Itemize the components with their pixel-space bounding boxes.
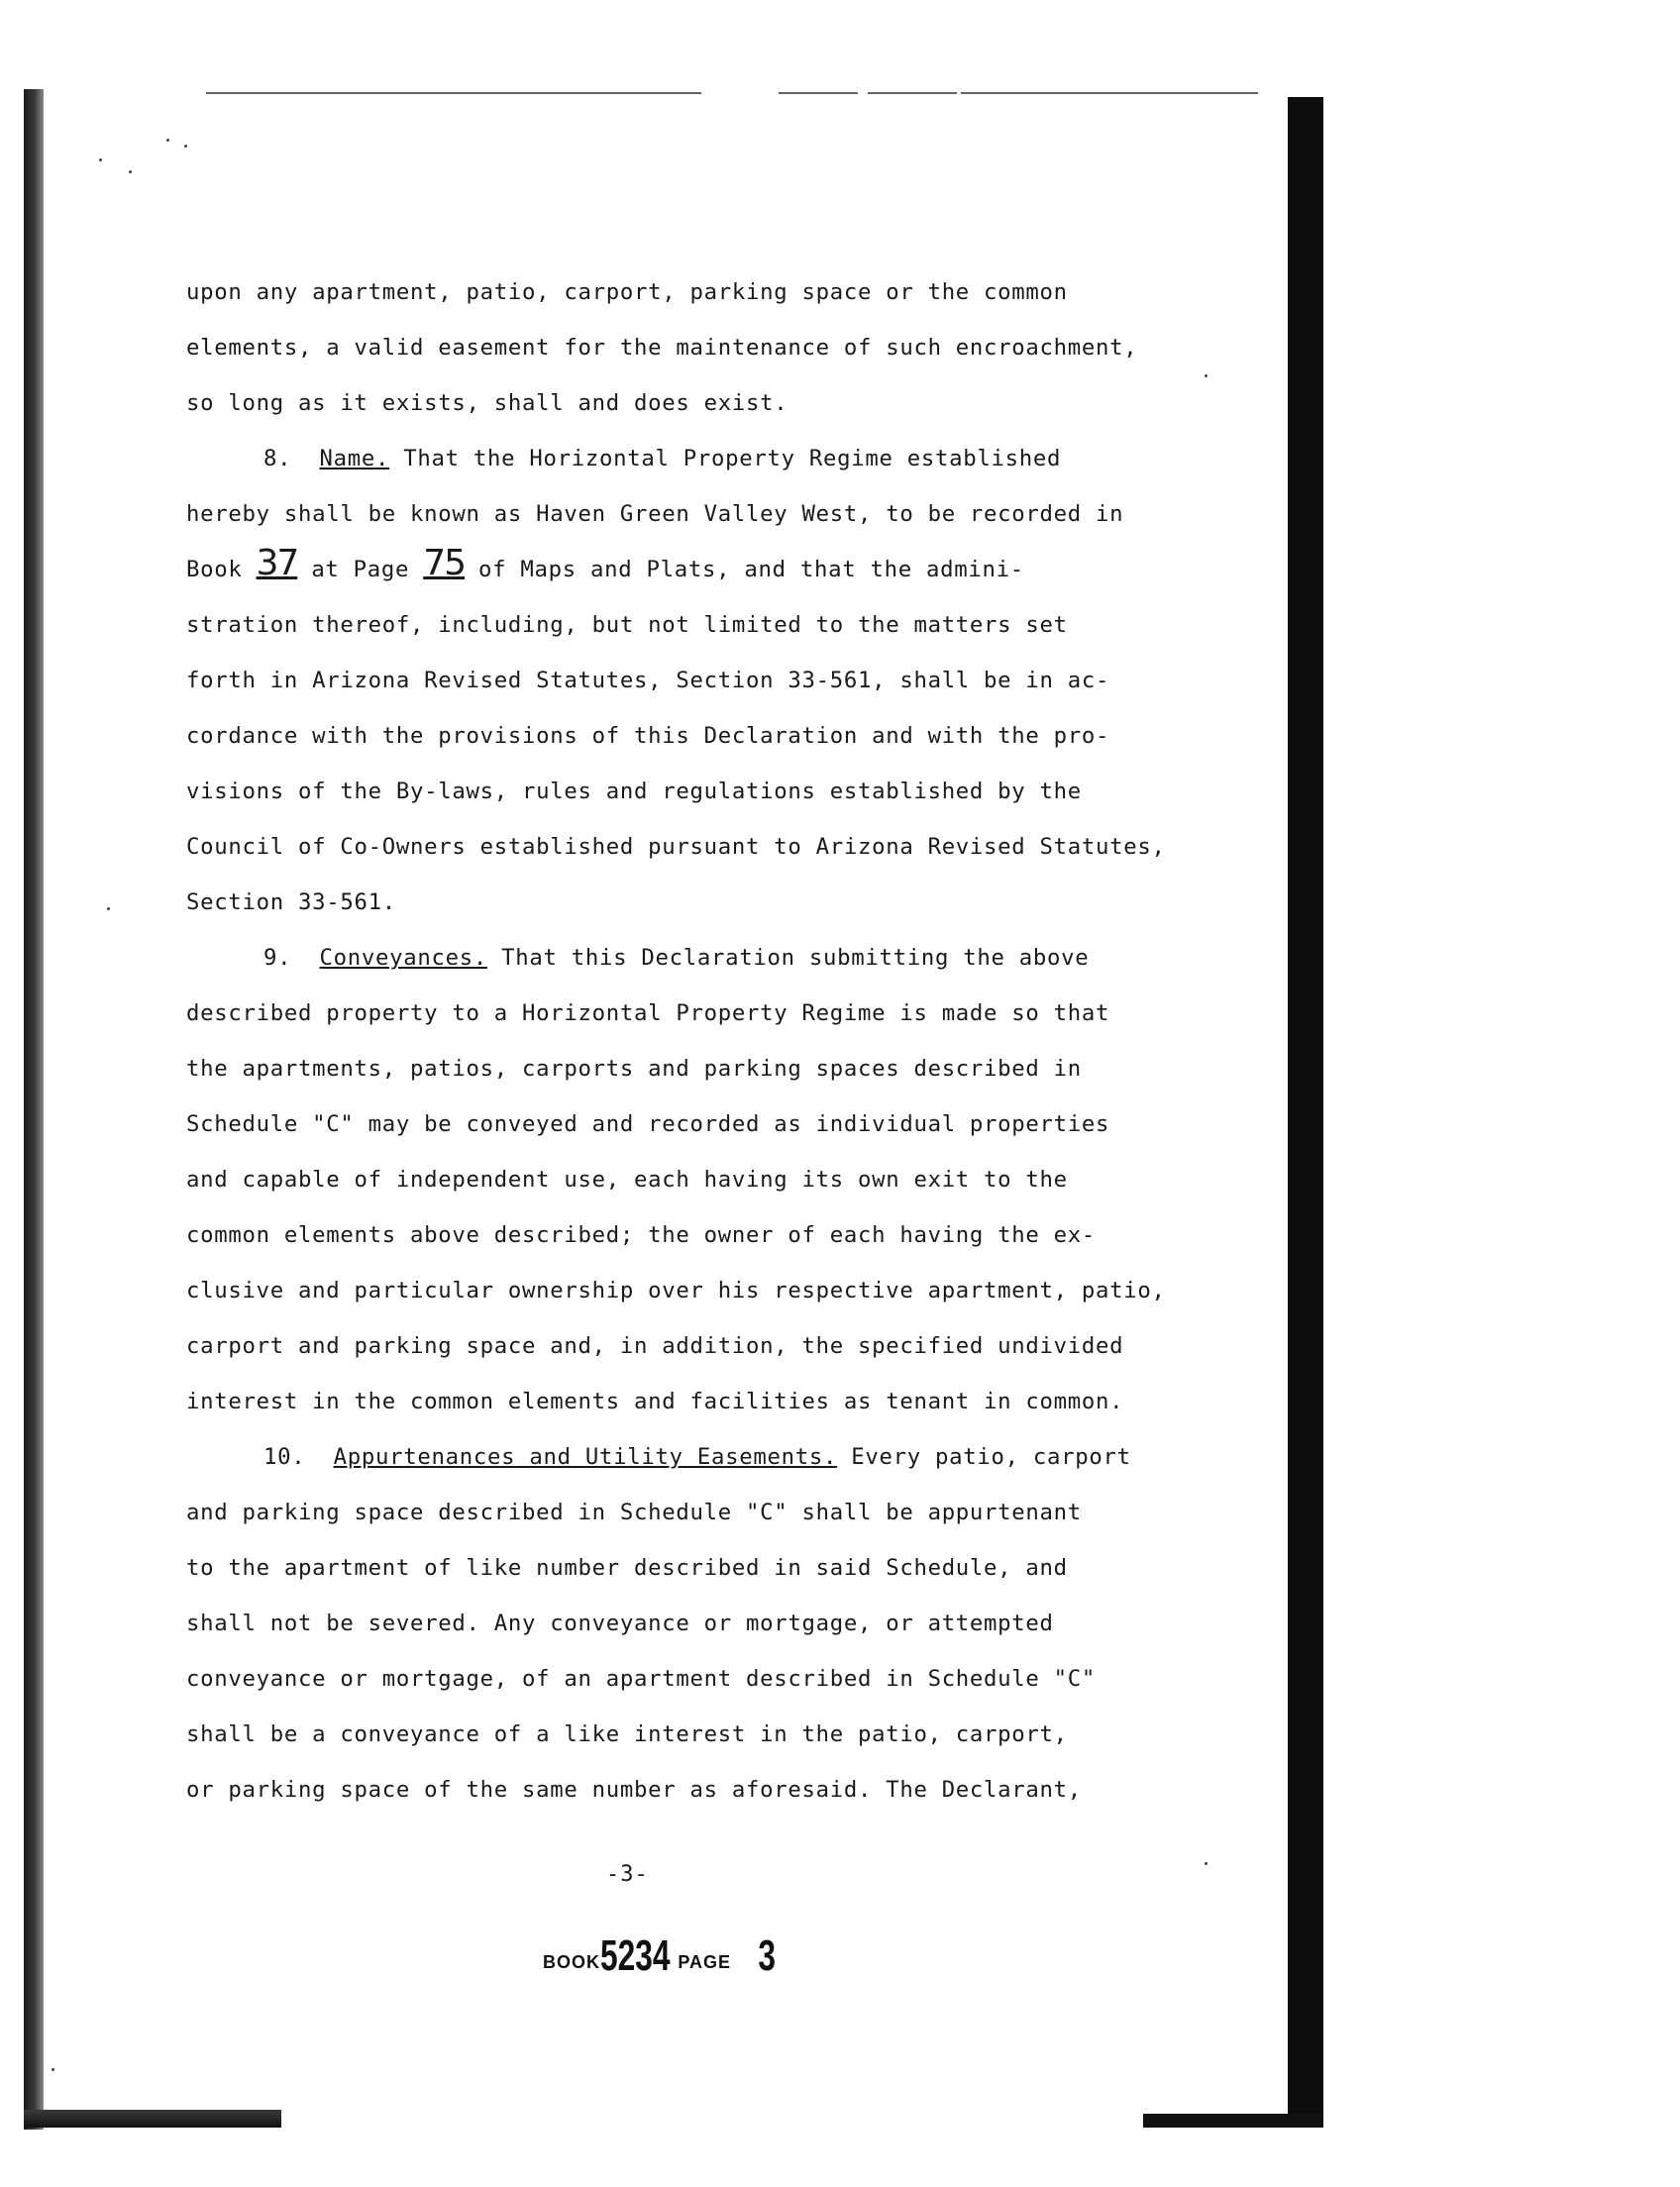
scan-edge-left: [24, 89, 44, 2130]
line-text: elements, a valid easement for the maintenance of such encroachment,: [186, 335, 1138, 361]
stamp-page-number: 3: [758, 1931, 777, 1980]
line-text: Schedule "C" may be conveyed and recorded as individual properties: [186, 1111, 1110, 1137]
line-text: at Page: [311, 557, 410, 582]
text-line: [186, 264, 1276, 320]
book-label: BOOK: [543, 1952, 600, 1972]
text-line: [186, 1429, 1276, 1485]
line-text: of Maps and Plats, and that the admini-: [478, 557, 1024, 582]
text-line: [186, 1263, 1276, 1318]
scan-edge-bottom-left: [24, 2110, 281, 2128]
page-label: PAGE: [678, 1952, 732, 1972]
line-text: and parking space described in Schedule "C" shall be appurtenant: [186, 1500, 1082, 1525]
line-text: shall be a conveyance of a like interest in the patio, carport,: [186, 1721, 1068, 1747]
line-text: cordance with the provisions of this Declaration and with the pro-: [186, 723, 1110, 749]
line-text: visions of the By-laws, rules and regulations established by the: [186, 779, 1082, 804]
text-line: [186, 1318, 1276, 1374]
text-line: [186, 986, 1276, 1041]
handwritten-page-number: 75: [423, 543, 465, 583]
line-text: common elements above described; the owner of each having the ex-: [186, 1222, 1097, 1248]
text-line: [186, 930, 1276, 986]
text-line: [186, 1207, 1276, 1263]
line-text: so long as it exists, shall and does exist.: [186, 390, 788, 416]
scan-speck: [184, 145, 187, 148]
line-text: stration thereof, including, but not limited to the matters set: [186, 612, 1068, 638]
line-text: and capable of independent use, each having its own exit to the: [186, 1167, 1068, 1193]
text-line: [186, 1596, 1276, 1651]
book-number: 5234: [600, 1931, 671, 1980]
top-rule: [206, 92, 701, 94]
page-number: -3-: [606, 1862, 649, 1887]
book-page-stamp: [543, 1931, 780, 1981]
line-text: Section 33-561.: [186, 889, 396, 915]
line-text: to the apartment of like number described in said Schedule, and: [186, 1555, 1068, 1581]
line-text: carport and parking space and, in addition, the specified undivided: [186, 1333, 1124, 1359]
section-heading: Name.: [319, 446, 390, 471]
text-line: [186, 542, 1276, 597]
text-line: [186, 819, 1276, 875]
section-heading: Appurtenances and Utility Easements.: [333, 1444, 838, 1470]
scan-speck: [129, 170, 132, 173]
line-text: shall not be severed. Any conveyance or mortgage, or attempted: [186, 1611, 1054, 1636]
line-text: clusive and particular ownership over his respective apartment, patio,: [186, 1278, 1166, 1303]
text-line: [186, 708, 1276, 764]
line-text: the apartments, patios, carports and parking spaces described in: [186, 1056, 1082, 1082]
document-body: [186, 264, 1276, 1818]
text-line: [186, 1374, 1276, 1429]
text-line: [186, 1540, 1276, 1596]
line-text: forth in Arizona Revised Statutes, Section 33-561, shall be in ac-: [186, 668, 1110, 693]
line-text: That this Declaration submitting the above: [487, 945, 1090, 971]
text-line: [186, 1041, 1276, 1096]
section-number: 8.: [263, 446, 292, 471]
line-text: or parking space of the same number as aforesaid. The Declarant,: [186, 1777, 1082, 1803]
line-text: hereby shall be known as Haven Green Valley West, to be recorded in: [186, 501, 1124, 527]
line-text: Council of Co-Owners established pursuant to Arizona Revised Statutes,: [186, 834, 1166, 860]
scan-speck: [166, 139, 169, 142]
text-line: [186, 431, 1276, 486]
line-text: conveyance or mortgage, of an apartment described in Schedule "C": [186, 1666, 1097, 1692]
top-rule: [868, 92, 957, 94]
section-number: 10.: [263, 1444, 306, 1470]
handwritten-book-number: 37: [256, 543, 298, 583]
line-text: upon any apartment, patio, carport, parking space or the common: [186, 279, 1068, 305]
text-line: [186, 320, 1276, 375]
scan-edge-right: [1288, 97, 1323, 2128]
text-line: [186, 375, 1276, 431]
scan-speck: [1205, 1862, 1208, 1865]
text-line: [186, 1152, 1276, 1207]
section-heading: Conveyances.: [319, 945, 487, 971]
top-rule: [779, 92, 858, 94]
line-text: Every patio, carport: [837, 1444, 1131, 1470]
top-rule: [961, 92, 1258, 94]
line-text: described property to a Horizontal Property Regime is made so that: [186, 1000, 1110, 1026]
text-line: [186, 597, 1276, 653]
section-number: 9.: [263, 945, 292, 971]
scan-speck: [99, 158, 102, 161]
line-text: Book: [186, 557, 243, 582]
text-line: [186, 1707, 1276, 1762]
text-line: [186, 875, 1276, 930]
text-line: [186, 1096, 1276, 1152]
text-line: [186, 486, 1276, 542]
text-line: [186, 1485, 1276, 1540]
scan-speck: [52, 2068, 54, 2071]
text-line: [186, 1651, 1276, 1707]
text-line: [186, 1762, 1276, 1818]
scan-edge-bottom-right: [1143, 2114, 1323, 2128]
text-line: [186, 764, 1276, 819]
scan-speck: [107, 907, 110, 910]
line-text: That the Horizontal Property Regime established: [389, 446, 1062, 471]
line-text: interest in the common elements and facilities as tenant in common.: [186, 1389, 1124, 1414]
text-line: [186, 653, 1276, 708]
